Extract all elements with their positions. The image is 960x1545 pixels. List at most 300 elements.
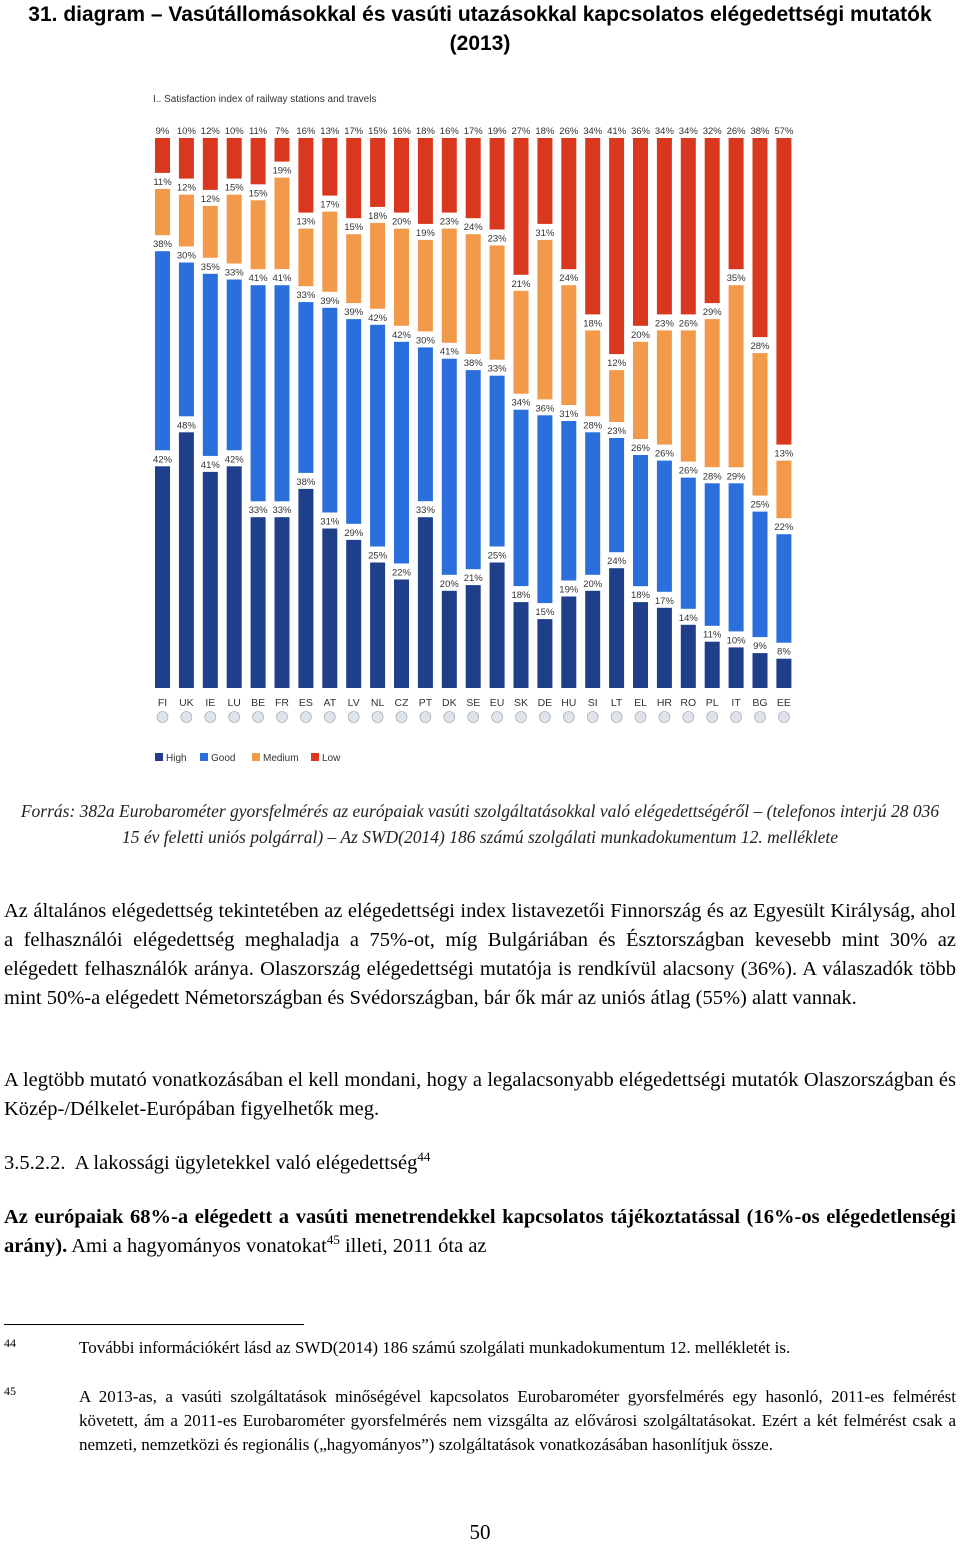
label-fr-good: 41% <box>272 273 292 285</box>
label-sk-high: 18% <box>511 590 531 602</box>
flag-it-icon <box>731 712 742 723</box>
legend-swatch-good <box>200 753 208 761</box>
legend-label-high: High <box>166 753 187 764</box>
flag-uk-icon <box>181 712 192 723</box>
bar-lv-good <box>346 319 361 524</box>
bar-fr-low <box>275 138 290 162</box>
label-uk-good: 30% <box>176 250 196 262</box>
bar-cz-low <box>394 138 409 213</box>
bar-at-low <box>322 138 337 196</box>
bar-es-good <box>298 302 313 473</box>
label-lu-medium: 15% <box>224 182 244 194</box>
flag-de-icon <box>539 712 550 723</box>
label-sk-low: 27% <box>511 126 531 137</box>
page-title: 31. diagram – Vasútállomásokkal és vasúti utazásokkal kapcsolatos elégedettségi mutatók (2013) <box>28 3 932 55</box>
category-label-dk: DK <box>442 697 457 709</box>
label-de-good: 36% <box>535 403 555 415</box>
label-lv-high: 29% <box>344 527 364 539</box>
label-lu-low: 10% <box>224 126 244 137</box>
label-fr-low: 7% <box>275 126 289 137</box>
bar-lt-medium <box>609 370 624 422</box>
flag-eu-icon <box>492 712 503 723</box>
label-bg-good: 25% <box>750 499 770 511</box>
label-ro-medium: 26% <box>678 318 698 330</box>
label-pl-good: 28% <box>702 471 722 483</box>
label-si-high: 20% <box>583 578 603 590</box>
bar-hr-good <box>657 461 672 592</box>
bar-pt-good <box>418 347 433 501</box>
bar-sk-good <box>514 410 529 586</box>
label-pl-medium: 29% <box>702 307 722 319</box>
flag-lu-icon <box>229 712 240 723</box>
flag-nl-icon <box>372 712 383 723</box>
bar-se-medium <box>466 234 481 354</box>
label-pt-low: 18% <box>415 126 435 137</box>
bar-dk-low <box>442 138 457 213</box>
bar-hu-low <box>561 138 576 269</box>
label-sk-good: 34% <box>511 397 531 409</box>
bar-pl-low <box>705 138 720 303</box>
category-label-it: IT <box>731 697 741 709</box>
bar-it-good <box>729 483 744 631</box>
label-ie-high: 41% <box>200 459 220 471</box>
label-nl-medium: 18% <box>368 210 388 222</box>
legend-swatch-medium <box>252 753 260 761</box>
label-hr-medium: 23% <box>654 318 674 330</box>
label-bg-medium: 28% <box>750 341 770 353</box>
label-es-high: 38% <box>296 476 316 488</box>
bar-uk-high <box>179 432 194 688</box>
body-paragraph-1: Az általános elégedettség tekintetében az elégedettségi index listavezetői Finnország és az Egyesült Királyság, ahol a felhasználói elégedettség meghaladja a 75%-ot, míg Bulgáriában és Észtországban kevesebb mint 30% az elégedett felhasználók aránya. Olaszország elégedettségi mutatója is rendkívül alacsony (36%). A válaszadók több mint 50%-a elégedett Németországban és Svédországban, bár ők már az uniós átlag (55%) alatt vannak. <box>4 900 956 1009</box>
label-se-medium: 24% <box>463 222 483 234</box>
label-be-low: 11% <box>248 126 268 137</box>
bar-lt-high <box>609 568 624 688</box>
bar-el-low <box>633 138 648 326</box>
bar-fi-medium <box>155 189 170 235</box>
category-label-hu: HU <box>561 697 577 709</box>
bar-si-high <box>585 591 600 688</box>
bar-nl-low <box>370 138 385 207</box>
bar-sk-medium <box>514 291 529 394</box>
label-eu-low: 19% <box>487 126 507 137</box>
label-si-good: 28% <box>583 420 603 432</box>
category-axis <box>158 697 791 709</box>
bar-fi-good <box>155 251 170 450</box>
bar-es-low <box>298 138 313 213</box>
label-at-good: 39% <box>320 295 340 307</box>
footnote-ref-44[interactable]: 44 <box>417 1149 431 1165</box>
label-lv-low: 17% <box>344 126 364 137</box>
category-label-de: DE <box>537 697 553 709</box>
footnote-number-44: 44 <box>4 1336 16 1350</box>
chart-title: I.. Satisfaction index of railway stations and travels <box>153 94 377 105</box>
label-hu-low: 26% <box>559 126 579 137</box>
category-label-ee: EE <box>776 697 791 709</box>
legend-label-low: Low <box>322 753 341 764</box>
label-fr-high: 33% <box>272 505 292 517</box>
bar-lv-medium <box>346 234 361 303</box>
label-lt-good: 23% <box>607 426 627 437</box>
label-se-high: 21% <box>463 573 483 585</box>
label-es-medium: 13% <box>296 216 316 228</box>
flag-icons-row <box>157 712 789 723</box>
bar-hr-medium <box>657 330 672 444</box>
bar-lu-medium <box>227 195 242 264</box>
label-pl-low: 32% <box>702 126 722 137</box>
bar-si-good <box>585 432 600 575</box>
flag-sk-icon <box>516 712 527 723</box>
bar-ee-good <box>776 534 791 643</box>
bar-ro-good <box>681 478 696 609</box>
label-cz-low: 16% <box>391 126 412 137</box>
footnote-44-text: További információkért lásd az SWD(2014) 186 számú szolgálati munkadokumentum 12. mellékletét is. <box>79 1338 791 1357</box>
bar-sk-low <box>514 138 529 275</box>
label-ro-good: 26% <box>678 465 698 477</box>
label-be-good: 41% <box>248 273 268 285</box>
footnote-ref-45[interactable]: 45 <box>326 1232 340 1248</box>
bar-se-good <box>466 370 481 569</box>
category-label-fi: FI <box>157 697 168 709</box>
flag-el-icon <box>635 712 646 723</box>
bar-lv-high <box>346 540 361 688</box>
label-es-low: 16% <box>296 126 316 137</box>
label-ee-good: 22% <box>774 522 794 534</box>
label-cz-high: 22% <box>391 567 412 579</box>
bar-dk-high <box>442 591 457 688</box>
bar-pl-good <box>705 483 720 626</box>
label-lv-good: 39% <box>344 307 364 319</box>
label-nl-high: 25% <box>368 550 388 562</box>
category-label-eu: EU <box>489 697 505 709</box>
label-dk-low: 16% <box>439 126 459 137</box>
bars-layer <box>152 138 791 688</box>
paragraph3-text-a: Ami a hagyományos vonatokat <box>71 1235 327 1257</box>
bar-si-medium <box>585 330 600 416</box>
bar-ro-medium <box>681 330 696 461</box>
category-label-be: BE <box>251 697 266 709</box>
bar-hu-good <box>561 421 576 581</box>
label-el-high: 18% <box>630 590 651 602</box>
category-label-se: SE <box>466 697 481 709</box>
bar-fr-high <box>275 517 290 688</box>
bar-se-high <box>466 585 481 688</box>
label-be-high: 33% <box>248 505 268 517</box>
label-fi-good: 38% <box>152 239 173 251</box>
bar-nl-medium <box>370 223 385 309</box>
bar-si-low <box>585 138 600 314</box>
label-hu-high: 19% <box>559 584 579 596</box>
section-number: 3.5.2.2. <box>4 1152 66 1174</box>
bar-hu-medium <box>561 285 576 405</box>
label-cz-good: 42% <box>391 329 412 341</box>
bar-lu-high <box>227 466 242 688</box>
label-pt-good: 30% <box>415 335 435 347</box>
bar-cz-high <box>394 580 409 689</box>
bar-bg-high <box>753 653 768 688</box>
paragraph3-text-b: illeti, 2011 óta az <box>344 1235 487 1257</box>
flag-be-icon <box>253 712 264 723</box>
flag-lv-icon <box>348 712 359 723</box>
label-uk-high: 48% <box>176 420 196 432</box>
flag-bg-icon <box>755 712 766 723</box>
label-bg-low: 38% <box>750 126 770 137</box>
bar-bg-good <box>753 512 768 637</box>
label-lu-good: 33% <box>224 267 244 279</box>
label-el-low: 36% <box>630 126 651 137</box>
section-heading <box>4 1149 430 1178</box>
bar-ee-low <box>776 138 791 445</box>
bar-it-medium <box>729 285 744 467</box>
bar-lu-good <box>227 280 242 451</box>
label-hr-high: 17% <box>654 595 674 607</box>
label-at-low: 13% <box>320 126 340 137</box>
bar-pt-high <box>418 517 433 688</box>
flag-hu-icon <box>563 712 574 723</box>
label-it-high: 10% <box>726 635 746 647</box>
label-fi-low: 9% <box>155 126 170 137</box>
label-ro-high: 14% <box>678 612 698 624</box>
bar-pl-medium <box>705 319 720 467</box>
bar-ro-high <box>681 625 696 688</box>
bar-ro-low <box>681 138 696 314</box>
bar-pl-high <box>705 642 720 688</box>
flag-fr-icon <box>277 712 288 723</box>
bar-nl-good <box>370 325 385 547</box>
label-fi-high: 42% <box>152 454 173 466</box>
label-be-medium: 15% <box>248 188 268 200</box>
label-lt-high: 24% <box>607 556 627 568</box>
bold-statement: Az európaiak 68%-a elégedett a vasúti menetrendekkel kapcsolatos tájékoztatással (16%-os elégedetlenségi arány). <box>4 1206 956 1257</box>
label-uk-medium: 12% <box>176 182 196 194</box>
flag-at-icon <box>324 712 335 723</box>
legend-swatch-high <box>155 753 163 761</box>
label-dk-good: 41% <box>439 346 459 358</box>
category-label-si: SI <box>587 697 598 709</box>
category-label-hr: HR <box>656 697 672 709</box>
label-at-medium: 17% <box>320 199 340 211</box>
bar-lu-low <box>227 138 242 179</box>
label-dk-high: 20% <box>439 578 459 590</box>
flag-ee-icon <box>778 712 789 723</box>
bar-be-high <box>251 517 266 688</box>
label-nl-good: 42% <box>368 312 388 324</box>
label-de-medium: 31% <box>535 227 555 239</box>
flag-lt-icon <box>611 712 622 723</box>
label-sk-medium: 21% <box>511 278 531 290</box>
bar-dk-medium <box>442 229 457 343</box>
flag-se-icon <box>468 712 479 723</box>
bar-uk-low <box>179 138 194 179</box>
label-el-medium: 20% <box>630 329 651 341</box>
bar-nl-high <box>370 563 385 689</box>
bar-de-medium <box>537 240 552 400</box>
source-note: Forrás: 382a Eurobarométer gyorsfelmérés az európaiak vasúti szolgáltatásokkal való elégedettségéről – (telefonos interjú 28 036 15 év feletti uniós polgárral) – Az SWD(2014) 186 számú szolgálati munkadokumentum 12. melléklete <box>20 801 940 847</box>
footnote-45-text: A 2013-as, a vasúti szolgáltatások minőségével kapcsolatos Eurobarométer gyorsfelmérés egy hasonló, 2011-es felmérést követett, ám a 2011-es Eurobarométer gyorsfelmérés nem vizsgálta az elővárosi szolgáltatásokat. Ezért a két felmérést csak a nemzeti, nemzetközi és regionális („hagyományos”) szolgáltatások vonatkozásában hasonlítjuk össze. <box>79 1387 956 1454</box>
label-uk-low: 10% <box>176 126 196 137</box>
category-label-at: AT <box>323 697 337 709</box>
bar-es-medium <box>298 229 313 287</box>
bar-fi-low <box>155 138 170 173</box>
category-label-uk: UK <box>179 697 194 709</box>
bar-at-medium <box>322 212 337 292</box>
flag-ie-icon <box>205 712 216 723</box>
flag-hr-icon <box>659 712 670 723</box>
flag-pt-icon <box>420 712 431 723</box>
stacked-bar-chart <box>145 88 805 773</box>
bar-hu-high <box>561 597 576 689</box>
bar-sk-high <box>514 602 529 688</box>
body-paragraph-2: A legtöbb mutató vonatkozásában el kell mondani, hogy a legalacsonyabb elégedettségi mutatók Olaszországban és Közép-/Délkelet-Európában figyelhetők meg. <box>4 1069 956 1120</box>
category-label-es: ES <box>298 697 313 709</box>
bar-eu-low <box>490 138 505 230</box>
label-fi-medium: 11% <box>153 176 172 188</box>
bar-ee-high <box>776 659 791 688</box>
legend-label-good: Good <box>211 753 236 764</box>
flag-dk-icon <box>444 712 455 723</box>
label-lu-high: 42% <box>224 454 244 466</box>
label-lv-medium: 15% <box>344 222 364 234</box>
label-pt-medium: 19% <box>415 227 435 239</box>
label-si-medium: 18% <box>583 318 603 330</box>
legend-swatch-low <box>311 753 319 761</box>
label-pl-high: 11% <box>703 629 722 641</box>
category-label-cz: CZ <box>394 697 409 709</box>
label-hu-medium: 24% <box>559 273 579 285</box>
label-it-medium: 35% <box>726 273 746 285</box>
flag-ro-icon <box>683 712 694 723</box>
label-ee-high: 8% <box>777 646 791 658</box>
label-cz-medium: 20% <box>391 216 412 228</box>
bar-eu-high <box>490 563 505 689</box>
bar-at-high <box>322 529 337 689</box>
bar-bg-medium <box>753 353 768 496</box>
flag-fi-icon <box>157 712 168 723</box>
flag-pl-icon <box>707 712 718 723</box>
section-title: A lakossági ügyletekkel való elégedettség <box>74 1152 418 1174</box>
bar-ie-medium <box>203 206 218 258</box>
label-ie-low: 12% <box>200 126 220 137</box>
label-hr-low: 34% <box>654 126 674 137</box>
page-number: 50 <box>469 1520 491 1544</box>
label-eu-good: 33% <box>487 363 507 375</box>
flag-es-icon <box>300 712 311 723</box>
category-label-pt: PT <box>418 697 433 709</box>
bar-it-high <box>729 647 744 688</box>
label-eu-medium: 23% <box>487 233 507 245</box>
bar-bg-low <box>753 138 768 337</box>
bar-hr-low <box>657 138 672 314</box>
bar-ee-medium <box>776 461 791 519</box>
bar-be-low <box>251 138 266 184</box>
label-el-good: 26% <box>630 443 651 454</box>
bar-de-good <box>537 415 552 603</box>
bar-fi-high <box>155 466 170 688</box>
category-label-ie: IE <box>205 697 216 709</box>
label-es-good: 33% <box>296 290 316 302</box>
label-hr-good: 26% <box>654 448 674 460</box>
label-pt-high: 33% <box>415 505 435 517</box>
flag-cz-icon <box>396 712 407 723</box>
body-paragraph-3 <box>4 1203 956 1261</box>
category-label-fr: FR <box>275 697 289 709</box>
bar-cz-good <box>394 342 409 564</box>
bar-uk-good <box>179 263 194 417</box>
category-label-lu: LU <box>227 697 241 709</box>
bar-at-good <box>322 308 337 513</box>
label-lt-medium: 12% <box>607 358 627 370</box>
bar-se-low <box>466 138 481 218</box>
label-bg-high: 9% <box>753 641 767 653</box>
bar-eu-good <box>490 376 505 547</box>
bar-fr-good <box>275 285 290 501</box>
bar-de-low <box>537 138 552 224</box>
label-de-high: 15% <box>535 607 555 619</box>
label-hu-good: 31% <box>559 409 579 420</box>
category-label-bg: BG <box>752 697 768 709</box>
bar-el-good <box>633 455 648 586</box>
footnote-divider <box>4 1324 304 1325</box>
label-dk-medium: 23% <box>439 216 459 228</box>
bar-es-high <box>298 489 313 688</box>
bar-be-good <box>251 285 266 501</box>
label-ie-good: 35% <box>200 261 220 273</box>
bar-dk-good <box>442 359 457 575</box>
bar-ie-low <box>203 138 218 190</box>
bar-pt-medium <box>418 240 433 332</box>
category-label-lt: LT <box>610 697 623 709</box>
category-label-pl: PL <box>705 697 719 709</box>
bar-eu-medium <box>490 246 505 360</box>
label-it-good: 29% <box>726 471 746 483</box>
category-label-nl: NL <box>370 697 385 709</box>
label-de-low: 18% <box>535 126 555 137</box>
label-se-low: 17% <box>463 126 483 137</box>
label-ie-medium: 12% <box>200 193 220 205</box>
label-nl-low: 15% <box>368 126 388 137</box>
flag-si-icon <box>587 712 598 723</box>
label-ro-low: 34% <box>678 126 698 137</box>
bar-lt-good <box>609 438 624 552</box>
legend-label-medium: Medium <box>263 753 299 764</box>
category-label-ro: RO <box>680 697 697 709</box>
label-fr-medium: 19% <box>272 165 292 177</box>
category-label-sk: SK <box>513 697 529 709</box>
bar-lt-low <box>609 138 624 354</box>
bar-ie-high <box>203 472 218 688</box>
label-eu-high: 25% <box>487 550 507 562</box>
label-lt-low: 41% <box>607 126 627 137</box>
bar-it-low <box>729 138 744 269</box>
category-label-lv: LV <box>347 697 360 709</box>
category-label-el: EL <box>634 697 647 709</box>
bar-lv-low <box>346 138 361 218</box>
label-ee-low: 57% <box>774 126 794 137</box>
bar-fr-medium <box>275 178 290 270</box>
label-ee-medium: 13% <box>774 448 794 460</box>
chart-legend <box>155 753 341 764</box>
label-it-low: 26% <box>726 126 746 137</box>
bar-ie-good <box>203 274 218 456</box>
bar-el-medium <box>633 342 648 439</box>
bar-pt-low <box>418 138 433 224</box>
label-at-high: 31% <box>320 516 340 528</box>
bar-hr-high <box>657 608 672 688</box>
bar-cz-medium <box>394 229 409 326</box>
label-se-good: 38% <box>463 358 483 370</box>
label-si-low: 34% <box>583 126 603 137</box>
bar-be-medium <box>251 200 266 269</box>
footnote-number-45: 45 <box>4 1384 16 1398</box>
